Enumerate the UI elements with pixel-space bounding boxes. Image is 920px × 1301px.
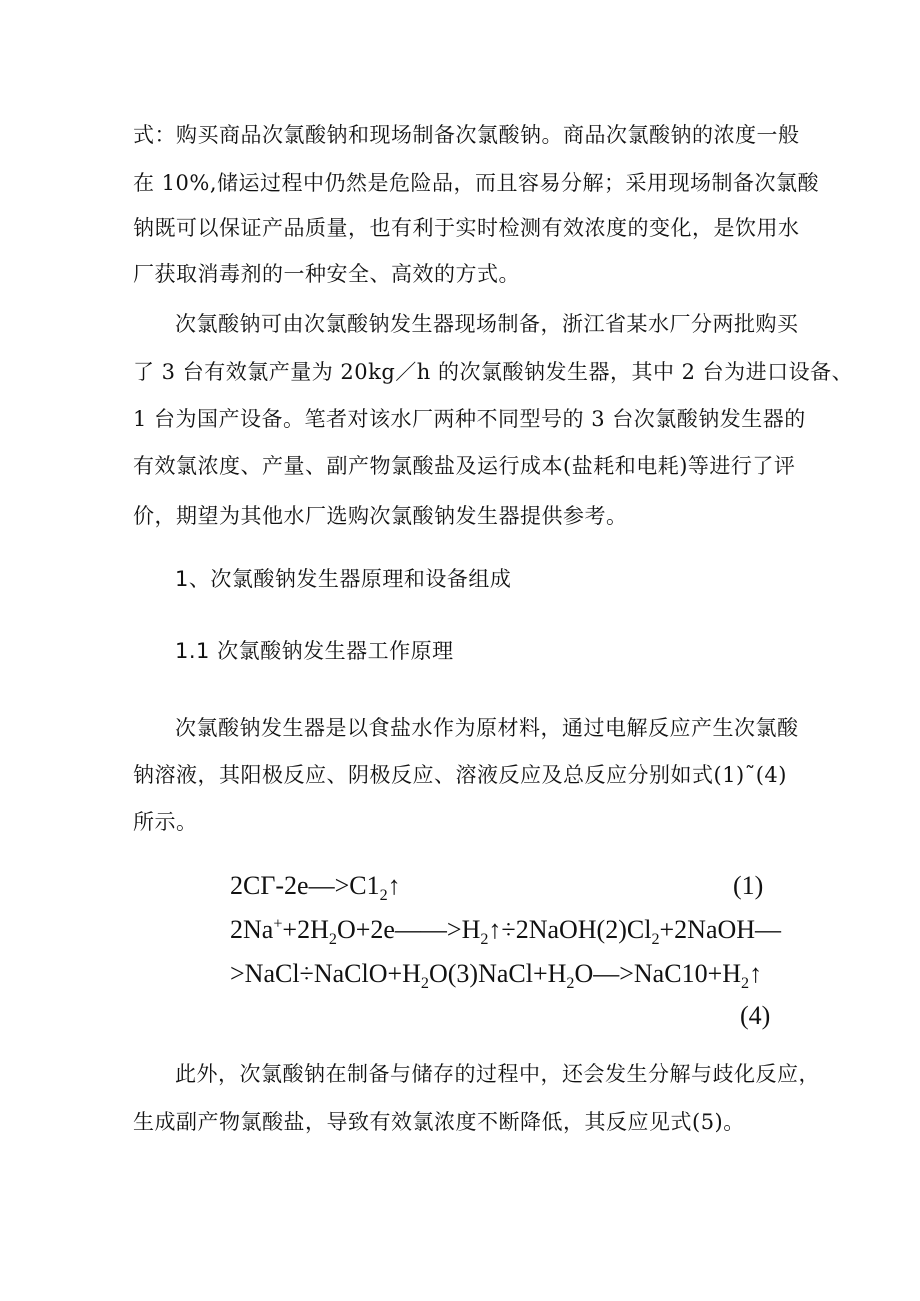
paragraph2-line1: 次氯酸钠可由次氯酸钠发生器现场制备，浙江省某水厂分两批购买: [175, 312, 799, 336]
paragraph1-line4: 厂获取消毒剂的一种安全、高效的方式。: [133, 262, 520, 286]
formula-1: [230, 870, 401, 905]
formula-1-part-a: 2CГ-2e—>C1: [230, 871, 380, 900]
formula-1-sub: 2: [379, 887, 388, 905]
paragraph1-line2: 在 10%,储运过程中仍然是危险品，而且容易分解；采用现场制备次氯酸: [133, 171, 820, 195]
formula-2-part-4: ↑÷2NaOH(2)Cl: [488, 915, 652, 944]
paragraph4-line2: 生成副产物氯酸盐，导致有效氯浓度不断降低，其反应见式(5)。: [133, 1110, 745, 1134]
formula-2-part-3: O+2e——>H: [336, 915, 481, 944]
equation-number-1: (1): [733, 871, 764, 900]
formula-2-part-5: +2NaOH—: [659, 915, 782, 944]
section1-heading: 1、次氯酸钠发生器原理和设备组成: [175, 567, 512, 591]
formula-2-sub-3: 2: [480, 931, 489, 949]
formula-3-sub-3: 2: [741, 975, 750, 993]
paragraph3-line3: 所示。: [133, 810, 198, 834]
formula-3-sub-1: 2: [420, 975, 429, 993]
formula-2: [230, 914, 782, 949]
formula-3-part-2: O(3)NaCl+H: [428, 959, 567, 988]
paragraph2-line5: 价，期望为其他水厂选购次氯酸钠发生器提供参考。: [133, 504, 628, 528]
formula-2-sup-1: +: [273, 915, 283, 933]
section1-1-heading: 1.1 次氯酸钠发生器工作原理: [175, 639, 454, 663]
paragraph1-line1: 式：购买商品次氯酸钠和现场制备次氯酸钠。商品次氯酸钠的浓度一般: [133, 123, 800, 147]
paragraph3-line2: 钠溶液，其阳极反应、阴极反应、溶液反应及总反应分别如式(1)˜(4): [133, 763, 787, 787]
formula-3-part-4: ↑: [749, 959, 763, 988]
formula-3-part-3: O—>NaC10+H: [574, 959, 742, 988]
paragraph2-line3: 1 台为国产设备。笔者对该水厂两种不同型号的 3 台次氯酸钠发生器的: [133, 407, 806, 431]
paragraph3-line1: 次氯酸钠发生器是以食盐水作为原材料，通过电解反应产生次氯酸: [175, 716, 799, 740]
formula-2-part-1: 2Na: [230, 915, 274, 944]
formula-2-part-2: +2H: [282, 915, 329, 944]
formula-3: [230, 958, 763, 993]
formula-3-part-1: >NaCl÷NaClO+H: [230, 959, 421, 988]
equation-number-4: (4): [740, 1001, 771, 1030]
paragraph2-line4: 有效氯浓度、产量、副产物氯酸盐及运行成本(盐耗和电耗)等进行了评: [133, 454, 796, 478]
paragraph1-line3: 钠既可以保证产品质量，也有利于实时检测有效浓度的变化，是饮用水: [133, 216, 800, 240]
formula-3-sub-2: 2: [566, 975, 575, 993]
paragraph2-line2: 了 3 台有效氯产量为 20kg／h 的次氯酸钠发生器，其中 2 台为进口设备、: [133, 360, 854, 384]
paragraph4-line1: 此外，次氯酸钠在制备与储存的过程中，还会发生分解与歧化反应，: [175, 1062, 820, 1086]
formula-2-sub-2: 2: [328, 931, 337, 949]
formula-2-sub-4: 2: [651, 931, 660, 949]
formula-1-part-b: ↑: [387, 871, 401, 900]
